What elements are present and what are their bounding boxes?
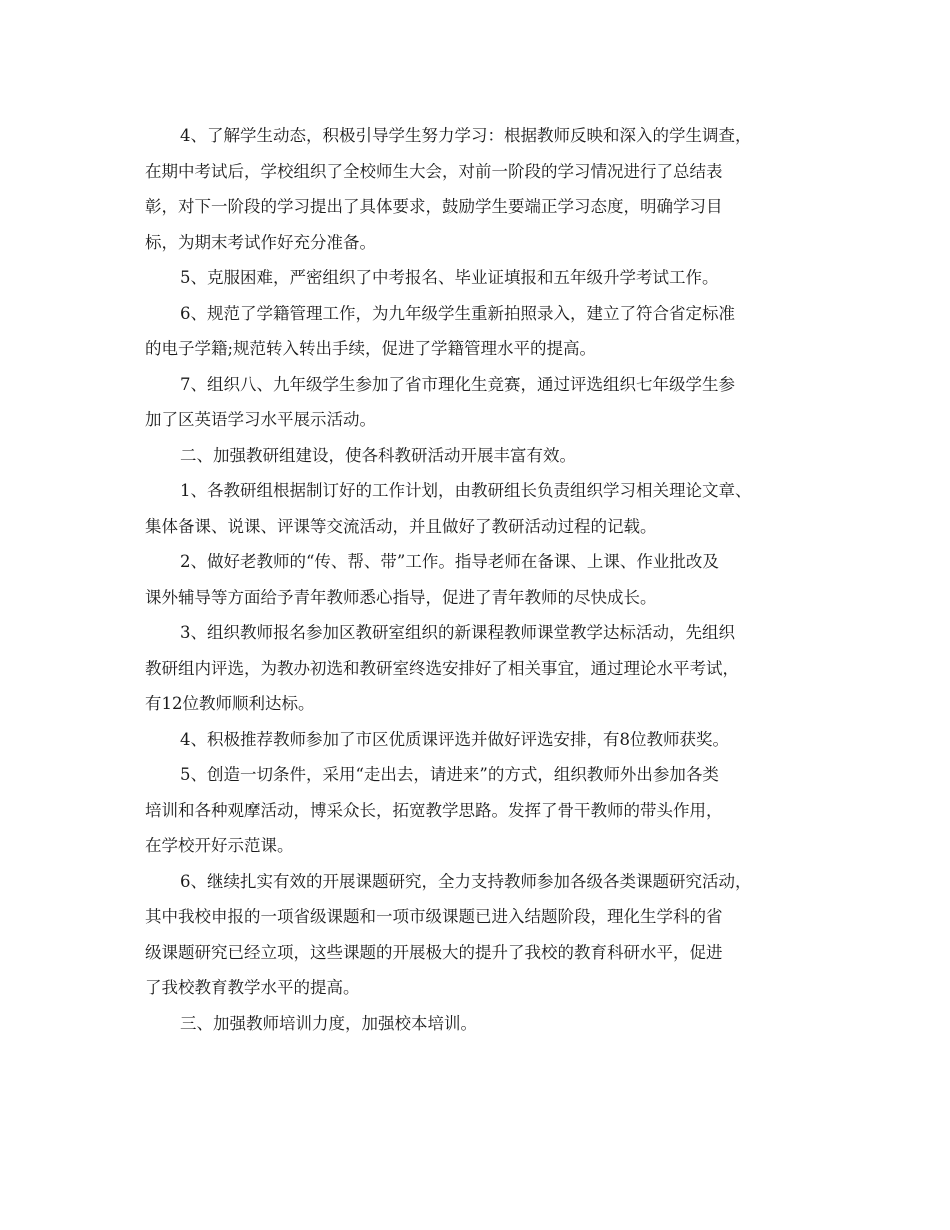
text-line: 1、各教研组根据制订好的工作计划，由教研组长负责组织学习相关理论文章、 <box>180 481 752 500</box>
text-line: 三、加强教师培训力度，加强校本培训。 <box>180 1013 477 1033</box>
text-line: 3、组织教师报名参加区教研室组织的新课程教师课堂教学达标活动，先组织 <box>180 623 735 642</box>
document-body <box>145 118 825 1041</box>
text-line: 二、加强教研组建设，使各科教研活动开展丰富有效。 <box>180 445 576 465</box>
text-line: 其中我校申报的一项省级课题和一项市级课题已进入结题阶段，理化生学科的省 <box>145 907 723 926</box>
text-line: 标，为期末考试作好充分准备。 <box>145 232 376 252</box>
text-line: 2、做好老教师的“传、帮、带”工作。指导老师在备课、上课、作业批改及 <box>180 552 719 571</box>
text-line: 6、继续扎实有效的开展课题研究，全力支持教师参加各级各类课题研究活动， <box>180 871 752 891</box>
paragraph-item-4-student-dynamics <box>145 118 825 260</box>
text-line: 5、创造一切条件，采用“走出去，请进来”的方式，组织教师外出参加各类 <box>180 765 719 784</box>
text-line: 的电子学籍;规范转入转出手续，促进了学籍管理水平的提高。 <box>145 339 597 358</box>
text-line: 4、了解学生动态，积极引导学生努力学习：根据教师反映和深入的学生调查， <box>180 126 752 145</box>
paragraph-item-3-classroom-standards <box>145 615 825 722</box>
paragraph-item-7-competitions <box>145 367 825 438</box>
text-line: 7、组织八、九年级学生参加了省市理化生竞赛，通过评选组织七年级学生参 <box>180 374 735 394</box>
paragraph-item-6-student-records <box>145 296 825 367</box>
text-line: 彰，对下一阶段的学习提出了具体要求，鼓励学生要端正学习态度，明确学习目 <box>145 197 723 216</box>
paragraph-item-4-quality-lessons <box>145 722 825 758</box>
paragraph-item-2-mentoring <box>145 544 825 615</box>
text-line: 4、积极推荐教师参加了市区优质课评选并做好评选安排，有8位教师获奖。 <box>180 729 729 749</box>
paragraph-item-6-research-projects <box>145 864 825 1006</box>
text-line: 培训和各种观摩活动，博采众长，拓宽教学思路。发挥了骨干教师的带头作用， <box>145 800 723 820</box>
section-heading-3 <box>145 1006 825 1042</box>
text-line: 集体备课、说课、评课等交流活动，并且做好了教研活动过程的记载。 <box>145 516 657 536</box>
text-line: 在学校开好示范课。 <box>145 836 294 855</box>
paragraph-item-1-teaching-plans <box>145 473 825 544</box>
text-line: 5、克服困难，严密组织了中考报名、毕业证填报和五年级升学考试工作。 <box>180 268 719 287</box>
text-line: 了我校教育教学水平的提高。 <box>145 978 360 997</box>
section-heading-2 <box>145 438 825 474</box>
text-line: 在期中考试后，学校组织了全校师生大会，对前一阶段的学习情况进行了总结表 <box>145 161 723 181</box>
text-line: 有12位教师顺利达标。 <box>145 694 315 713</box>
paragraph-item-5-training <box>145 757 825 864</box>
text-line: 加了区英语学习水平展示活动。 <box>145 410 376 429</box>
text-line: 级课题研究已经立项，这些课题的开展极大的提升了我校的教育科研水平，促进 <box>145 942 723 962</box>
text-line: 教研组内评选，为教办初选和教研室终选安排好了相关事宜，通过理论水平考试， <box>145 658 739 678</box>
paragraph-item-5-exam-registration <box>145 260 825 296</box>
text-line: 课外辅导等方面给予青年教师悉心指导，促进了青年教师的尽快成长。 <box>145 587 657 607</box>
text-line: 6、规范了学籍管理工作，为九年级学生重新拍照录入，建立了符合省定标准 <box>180 303 735 323</box>
